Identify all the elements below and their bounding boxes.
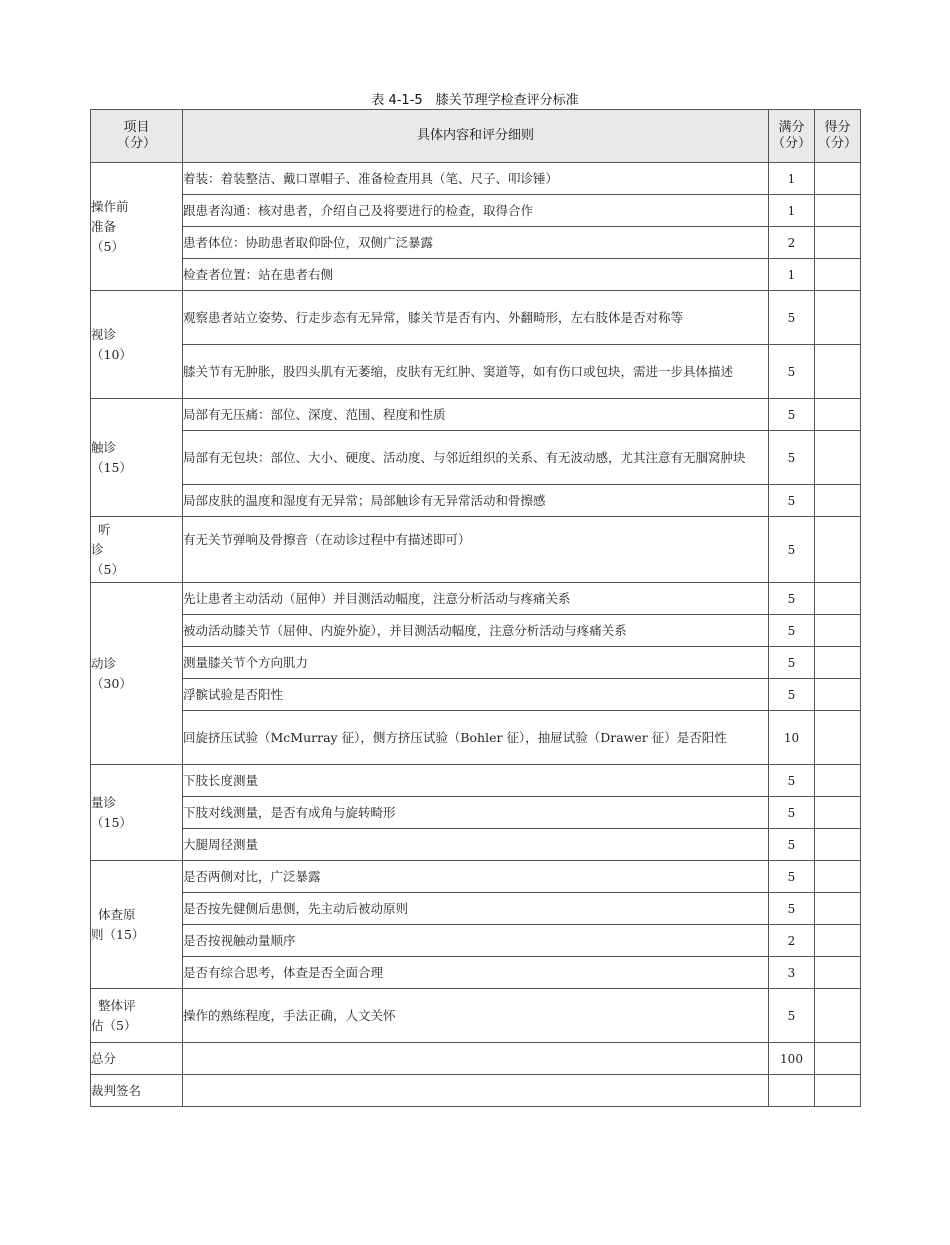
criterion-text: 下肢长度测量 bbox=[183, 765, 769, 797]
criterion-text: 局部有无压痛：部位、深度、范围、程度和性质 bbox=[183, 399, 769, 431]
table-row bbox=[91, 195, 861, 227]
obtained-score-cell[interactable] bbox=[815, 957, 861, 989]
full-score: 2 bbox=[769, 925, 815, 957]
obtained-score-cell[interactable] bbox=[815, 925, 861, 957]
full-score: 5 bbox=[769, 517, 815, 583]
criterion-text: 局部皮肤的温度和湿度有无异常；局部触诊有无异常活动和骨擦感 bbox=[183, 485, 769, 517]
table-row bbox=[91, 797, 861, 829]
total-label: 总分 bbox=[91, 1043, 183, 1075]
full-score: 1 bbox=[769, 163, 815, 195]
header-row bbox=[91, 110, 861, 163]
obtained-score-cell[interactable] bbox=[815, 291, 861, 345]
table-row bbox=[91, 957, 861, 989]
criterion-text: 是否按视触动量顺序 bbox=[183, 925, 769, 957]
obtained-score-cell[interactable] bbox=[815, 485, 861, 517]
table-row bbox=[91, 711, 861, 765]
obtained-score-cell[interactable] bbox=[815, 345, 861, 399]
category-cell: 动诊 （30） bbox=[91, 583, 183, 765]
full-score: 5 bbox=[769, 679, 815, 711]
category-cell: 整体评 估（5） bbox=[91, 989, 183, 1043]
category-cell: 量诊 （15） bbox=[91, 765, 183, 861]
table-row bbox=[91, 345, 861, 399]
criterion-text: 跟患者沟通：核对患者，介绍自己及将要进行的检查，取得合作 bbox=[183, 195, 769, 227]
header-full-score: 满分 （分） bbox=[769, 110, 815, 163]
header-content: 具体内容和评分细则 bbox=[183, 110, 769, 163]
category-cell: 视诊 （10） bbox=[91, 291, 183, 399]
criterion-text: 观察患者站立姿势、行走步态有无异常，膝关节是否有内、外翻畸形，左右肢体是否对称等 bbox=[183, 291, 769, 345]
full-score: 1 bbox=[769, 259, 815, 291]
total-obtained-cell[interactable] bbox=[815, 1043, 861, 1075]
criterion-text: 大腿周径测量 bbox=[183, 829, 769, 861]
obtained-score-cell[interactable] bbox=[815, 259, 861, 291]
obtained-score-cell[interactable] bbox=[815, 163, 861, 195]
table-row bbox=[91, 291, 861, 345]
criterion-text: 局部有无包块：部位、大小、硬度、活动度、与邻近组织的关系、有无波动感，尤其注意有无腘窝肿块 bbox=[183, 431, 769, 485]
criterion-text: 是否按先健侧后患侧，先主动后被动原则 bbox=[183, 893, 769, 925]
obtained-score-cell[interactable] bbox=[815, 431, 861, 485]
full-score: 5 bbox=[769, 765, 815, 797]
full-score: 5 bbox=[769, 893, 815, 925]
criterion-text: 操作的熟练程度，手法正确，人文关怀 bbox=[183, 989, 769, 1043]
obtained-score-cell[interactable] bbox=[815, 615, 861, 647]
criterion-text: 先让患者主动活动（屈伸）并目测活动幅度，注意分析活动与疼痛关系 bbox=[183, 583, 769, 615]
criterion-text: 浮髌试验是否阳性 bbox=[183, 679, 769, 711]
header-item: 项目 （分） bbox=[91, 110, 183, 163]
total-full-score: 100 bbox=[769, 1043, 815, 1075]
signature-cell[interactable] bbox=[183, 1075, 769, 1107]
table-row bbox=[91, 679, 861, 711]
obtained-score-cell[interactable] bbox=[815, 583, 861, 615]
obtained-score-cell[interactable] bbox=[815, 399, 861, 431]
table-row bbox=[91, 583, 861, 615]
obtained-score-cell[interactable] bbox=[815, 517, 861, 583]
category-cell: 听 诊 （5） bbox=[91, 517, 183, 583]
full-score: 5 bbox=[769, 861, 815, 893]
criterion-text: 患者体位：协助患者取仰卧位，双侧广泛暴露 bbox=[183, 227, 769, 259]
table-row bbox=[91, 485, 861, 517]
category-cell: 体查原 则（15） bbox=[91, 861, 183, 989]
full-score: 5 bbox=[769, 583, 815, 615]
obtained-score-cell[interactable] bbox=[815, 765, 861, 797]
signature-label: 裁判签名 bbox=[91, 1075, 183, 1107]
total-blank bbox=[183, 1043, 769, 1075]
table-row bbox=[91, 259, 861, 291]
criterion-text: 有无关节弹响及骨擦音（在动诊过程中有描述即可） bbox=[183, 517, 769, 583]
table-row bbox=[91, 431, 861, 485]
signature-blank bbox=[815, 1075, 861, 1107]
obtained-score-cell[interactable] bbox=[815, 679, 861, 711]
obtained-score-cell[interactable] bbox=[815, 647, 861, 679]
obtained-score-cell[interactable] bbox=[815, 989, 861, 1043]
full-score: 3 bbox=[769, 957, 815, 989]
obtained-score-cell[interactable] bbox=[815, 195, 861, 227]
obtained-score-cell[interactable] bbox=[815, 797, 861, 829]
table-row bbox=[91, 893, 861, 925]
full-score: 1 bbox=[769, 195, 815, 227]
signature-blank bbox=[769, 1075, 815, 1107]
table-row bbox=[91, 517, 861, 583]
criterion-text: 是否有综合思考，体查是否全面合理 bbox=[183, 957, 769, 989]
table-row bbox=[91, 647, 861, 679]
signature-row bbox=[91, 1075, 861, 1107]
table-row bbox=[91, 829, 861, 861]
total-row bbox=[91, 1043, 861, 1075]
full-score: 5 bbox=[769, 345, 815, 399]
table-caption: 表 4-1-5 膝关节理学检查评分标准 bbox=[371, 93, 579, 108]
full-score: 10 bbox=[769, 711, 815, 765]
obtained-score-cell[interactable] bbox=[815, 227, 861, 259]
full-score: 2 bbox=[769, 227, 815, 259]
full-score: 5 bbox=[769, 989, 815, 1043]
criterion-text: 被动活动膝关节（屈伸、内旋外旋），并目测活动幅度，注意分析活动与疼痛关系 bbox=[183, 615, 769, 647]
table-row bbox=[91, 227, 861, 259]
criterion-text: 测量膝关节个方向肌力 bbox=[183, 647, 769, 679]
criterion-text: 是否两侧对比，广泛暴露 bbox=[183, 861, 769, 893]
obtained-score-cell[interactable] bbox=[815, 893, 861, 925]
full-score: 5 bbox=[769, 291, 815, 345]
criterion-text: 回旋挤压试验（McMurray 征），侧方挤压试验（Bohler 征），抽屉试验（Drawer 征）是否阳性 bbox=[183, 711, 769, 765]
table-row bbox=[91, 925, 861, 957]
full-score: 5 bbox=[769, 399, 815, 431]
header-obtained-score: 得分 （分） bbox=[815, 110, 861, 163]
table-row bbox=[91, 163, 861, 195]
table-row bbox=[91, 989, 861, 1043]
table-row bbox=[91, 399, 861, 431]
full-score: 5 bbox=[769, 647, 815, 679]
full-score: 5 bbox=[769, 485, 815, 517]
criterion-text: 检查者位置：站在患者右侧 bbox=[183, 259, 769, 291]
table-row bbox=[91, 765, 861, 797]
table-row bbox=[91, 615, 861, 647]
scoring-table bbox=[90, 109, 861, 1107]
full-score: 5 bbox=[769, 615, 815, 647]
full-score: 5 bbox=[769, 431, 815, 485]
criterion-text: 着装：着装整洁、戴口罩帽子、准备检查用具（笔、尺子、叩诊锤） bbox=[183, 163, 769, 195]
full-score: 5 bbox=[769, 797, 815, 829]
full-score: 5 bbox=[769, 829, 815, 861]
criterion-text: 膝关节有无肿胀，股四头肌有无萎缩，皮肤有无红肿、窦道等，如有伤口或包块，需进一步具体描述 bbox=[183, 345, 769, 399]
table-row bbox=[91, 861, 861, 893]
obtained-score-cell[interactable] bbox=[815, 711, 861, 765]
category-cell: 操作前 准备 （5） bbox=[91, 163, 183, 291]
criterion-text: 下肢对线测量，是否有成角与旋转畸形 bbox=[183, 797, 769, 829]
category-cell: 触诊 （15） bbox=[91, 399, 183, 517]
obtained-score-cell[interactable] bbox=[815, 829, 861, 861]
obtained-score-cell[interactable] bbox=[815, 861, 861, 893]
